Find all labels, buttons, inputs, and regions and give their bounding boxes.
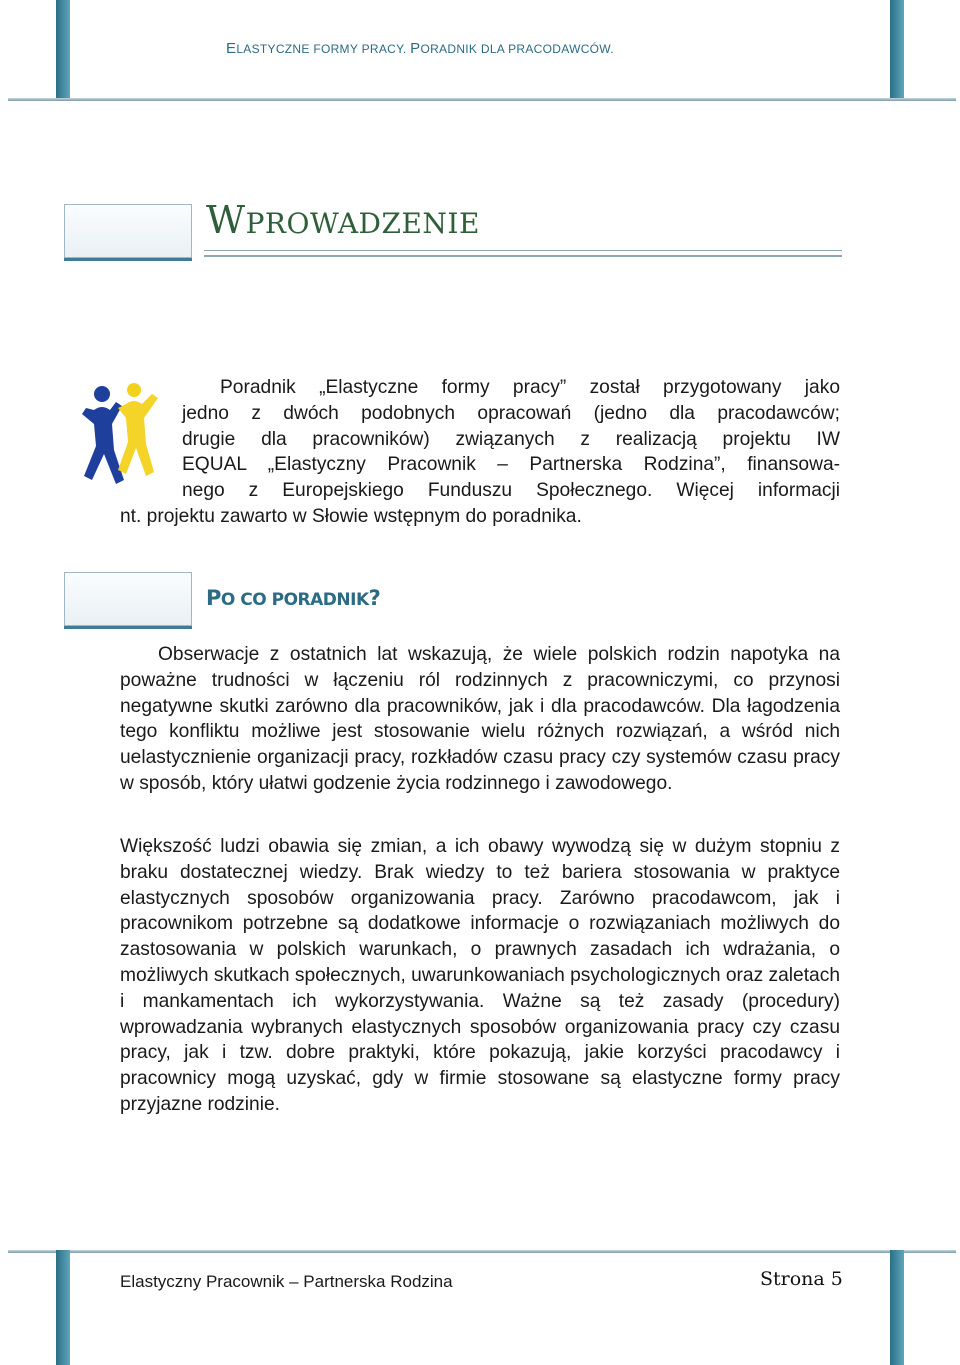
section-title: WPROWADZENIE bbox=[206, 198, 480, 242]
intro-line-1: Poradnik „Elastyczne formy pracy” został przygotowany jako bbox=[220, 377, 840, 398]
subsection-marker-box bbox=[64, 572, 192, 626]
header-right-tab bbox=[890, 0, 904, 100]
header-rule bbox=[8, 98, 956, 101]
page-number: Strona 5 bbox=[760, 1268, 843, 1290]
section-title-underline bbox=[204, 250, 842, 257]
footer-right-tab bbox=[890, 1250, 904, 1365]
footer-left-tab bbox=[56, 1250, 70, 1365]
intro-line-2: jedno z dwóch podobnych opracowań (jedno dla pracodawców; bbox=[182, 402, 840, 424]
body-paragraph-2: Większość ludzi obawia się zmian, a ich obawy wywodzą się w dużym stopniu z braku dostatecznej wiedzy. Brak wiedzy to też bariera stosowania w praktyce elastycznych sposobów organizowania pracy. Zarówno pracodawcom, jak i pracownikom potrzebne są dodatkowe informacje o rozwiązaniach możliwych do zastosowania w polskich warunkach, o prawnych zasadach ich wdrażania, o możliwych skutkach społecznych, uwarunkowaniach psychologicznych oraz zaletach i mankamentach ich wykorzystywania. Ważne są też zasady (procedury) wprowadzania wybranych elastycznych sposobów organizowania pracy czy czasu pracy, jak i tzw. dobre praktyki, które pokazują, jakie korzyści pracodawcy i pracownicy mogą uzyskać, gdy w firmie stosowane są elastyczne formy pracy przyjazne rodzinie. bbox=[120, 836, 840, 1115]
footer-project-name: Elastyczny Pracownik – Partnerska Rodzina bbox=[120, 1272, 453, 1291]
header-left-tab bbox=[56, 0, 70, 100]
footer-rule bbox=[8, 1250, 956, 1253]
subsection-title: PO CO PORADNIK? bbox=[206, 586, 381, 610]
intro-line-3: drugie dla pracowników) związanych z realizacją projektu IW bbox=[182, 428, 840, 450]
intro-line-5: nego z Europejskiego Funduszu Społecznego. Więcej informacji bbox=[182, 480, 840, 502]
section-marker-box bbox=[64, 204, 192, 258]
intro-line-4: EQUAL „Elastyczny Pracownik – Partnerska Rodzina”, finansowa- bbox=[182, 454, 840, 476]
running-header: ELASTYCZNE FORMY PRACY. PORADNIK DLA PRACODAWCÓW. bbox=[226, 40, 614, 57]
body-paragraph-1: Obserwacje z ostatnich lat wskazują, że wiele polskich rodzin napotyka na poważne trudności w łączeniu ról rodzinnych z pracowniczymi, co przynosi negatywne skutki zarówno dla pracowników, jak i dla pracodawców. Dla łagodzenia tego konfliktu możliwe jest stosowanie wielu różnych rozwiązań, a wśród nich uelastycznienie organizacji pracy, rozkładów czasu pracy czy systemów czasu pracy w sposób, który ułatwi godzenie życia rodzinnego i zawodowego. bbox=[120, 644, 840, 794]
intro-paragraph bbox=[120, 375, 840, 530]
intro-line-6: nt. projektu zawarto w Słowie wstępnym do poradnika. bbox=[120, 505, 582, 527]
